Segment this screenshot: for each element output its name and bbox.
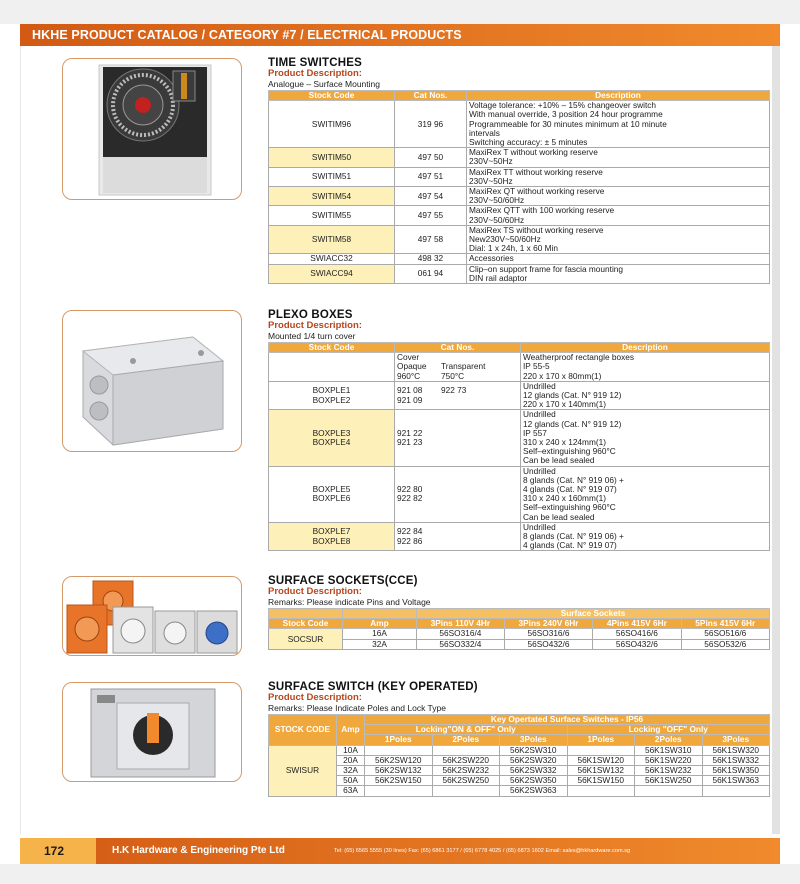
amp-cell: 32A (343, 639, 417, 649)
time-switches-subtitle: Product Description: (268, 68, 362, 79)
stock-code-cell: SWIACC94 (269, 264, 395, 283)
col-poles: 2Poles (635, 735, 703, 745)
switch-code-cell: 56K2SW350 (500, 776, 568, 786)
opaque-temp: 960°C (397, 370, 421, 381)
description-line: 230V~50Hz (469, 156, 513, 167)
table-row (269, 381, 770, 410)
table-row (269, 786, 770, 796)
socket-code-cell: 56SO416/6 (593, 629, 681, 639)
table-row (269, 225, 770, 254)
description-line: Undrilled (523, 409, 556, 420)
description-line: 230V~50/60Hz (469, 214, 525, 225)
table-row (269, 776, 770, 786)
surface-sockets-photo (62, 576, 242, 656)
description-line: MaxiRex T without working reserve (469, 147, 598, 158)
stock-code-cell: SWITIM58 (269, 225, 395, 254)
description-line: Voltage tolerance: +10% – 15% changeover switch (469, 100, 657, 111)
description-line: Self–extinguishing 960°C (523, 446, 616, 457)
time-switches-title: TIME SWITCHES (268, 57, 362, 69)
col-amp: Amp (337, 715, 365, 746)
socket-code-cell: 56SO316/6 (504, 629, 592, 639)
switch-code-cell: 56K1SW332 (702, 755, 770, 765)
stock-code-cell: SWITIM50 (269, 148, 395, 167)
description-line: Undrilled (523, 465, 556, 476)
col-4pins-415v: 4Pins 415V 6Hr (593, 619, 681, 629)
cat-no-cell: 061 94 (395, 264, 467, 283)
page-number: 172 (44, 844, 65, 858)
col-cat-nos: Cat Nos. (395, 343, 521, 353)
switch-code-cell: 56K1SW232 (635, 766, 703, 776)
table-row (269, 410, 770, 466)
description-cell (521, 522, 770, 551)
stock-code-cell: SWIACC32 (269, 254, 395, 264)
switch-code-cell: 56K1SW310 (635, 745, 703, 755)
description-line: MaxiRex TS without working reserve (469, 224, 604, 235)
opaque-cat-no: 921 09 (397, 394, 423, 405)
table-row (269, 254, 770, 264)
key-switch-photo (62, 682, 242, 782)
description-line: Undrilled (523, 521, 556, 532)
cat-no-cell: 497 54 (395, 187, 467, 206)
description-line: Can be lead sealed (523, 455, 595, 466)
switch-code-cell: 56K1SW132 (567, 766, 635, 776)
company-name: H.K Hardware & Engineering Pte Ltd (112, 845, 285, 856)
stock-code-cell: SWITIM54 (269, 187, 395, 206)
stock-code-cell: SWITIM55 (269, 206, 395, 225)
description-line: Weatherproof rectangle boxes (523, 352, 634, 363)
switch-code-cell (567, 786, 635, 796)
table-row (269, 148, 770, 167)
stock-code: BOXPLE7 (312, 526, 351, 537)
switch-code-cell (432, 786, 500, 796)
header-description (521, 353, 770, 382)
description-cell (467, 187, 770, 206)
stock-code: BOXPLE6 (312, 493, 351, 504)
switch-code-cell: 56K2SW132 (365, 766, 433, 776)
description-line: 230V~50Hz (469, 175, 513, 186)
left-rule (20, 46, 21, 834)
switch-title: SURFACE SWITCH (KEY OPERATED) (268, 681, 478, 693)
stock-code-cell: SWITIM51 (269, 167, 395, 186)
col-poles: 3Poles (702, 735, 770, 745)
description-cell (467, 101, 770, 148)
table-row (269, 766, 770, 776)
col-poles: 1Poles (567, 735, 635, 745)
surface-switch-section (268, 681, 770, 797)
description-line: IP 557 (523, 427, 547, 438)
page-title: HKHE PRODUCT CATALOG / CATEGORY #7 / ELECTRICAL PRODUCTS (32, 28, 462, 42)
plexo-header-row (269, 353, 770, 382)
socket-code-cell: 56SO532/6 (681, 639, 769, 649)
contact-info: Tel: (65) 6565 5555 (30 lines) Fax: (65) 6861 3177 / (65) 6778 4025 / (65) 6873 1602 Email: sales@hkhardware.com.sg (334, 848, 631, 854)
top-margin (0, 0, 800, 24)
switch-code-cell: 56K1SW363 (702, 776, 770, 786)
switch-note: Remarks: Please Indicate Poles and Lock Type (268, 703, 446, 713)
switch-code-cell: 56K1SW220 (635, 755, 703, 765)
description-cell (467, 206, 770, 225)
stock-code-cell (269, 381, 395, 410)
cat-no-cell: 498 32 (395, 254, 467, 264)
description-line: Dial: 1 x 24h, 1 x 60 Min (469, 243, 559, 254)
cat-no-cell (395, 381, 521, 410)
opaque-cat-no: 922 80 (397, 484, 423, 495)
cat-no-cell: 497 55 (395, 206, 467, 225)
description-cell (521, 410, 770, 466)
description-line: Clip–on support frame for fascia mounting (469, 263, 624, 274)
table-row (269, 101, 770, 148)
description-line: Can be lead sealed (523, 511, 595, 522)
description-line: DIN rail adaptor (469, 272, 528, 283)
plexo-boxes-section (268, 309, 770, 551)
sockets-note: Remarks: Please indicate Pins and Voltage (268, 597, 431, 607)
table-row (269, 755, 770, 765)
switch-code-cell (432, 745, 500, 755)
table-row (269, 639, 770, 649)
table-row (269, 466, 770, 522)
description-line: Undrilled (523, 380, 556, 391)
description-cell (467, 264, 770, 283)
table-row (269, 206, 770, 225)
col-poles: 2Poles (432, 735, 500, 745)
stock-code: BOXPLE3 (312, 427, 351, 438)
opaque-label: Opaque (397, 361, 427, 372)
cat-no-cell: 497 51 (395, 167, 467, 186)
bottom-margin (0, 864, 800, 884)
stock-code-cell (269, 410, 395, 466)
description-line: 4 glands (Cat. N° 919 07) (523, 484, 617, 495)
transparent-label: Transparent (441, 361, 486, 372)
description-line: 220 x 170 x 140mm(1) (523, 399, 607, 410)
stock-code: BOXPLE8 (312, 535, 351, 546)
switch-group-header: Key Opertated Surface Switches - IP56 (365, 715, 770, 725)
switch-code-cell: 56K1SW150 (567, 776, 635, 786)
table-row (269, 745, 770, 755)
switch-code-cell: 56K2SW120 (365, 755, 433, 765)
lock-on-off-header: Locking"ON & OFF" Only (365, 725, 568, 735)
col-description: Description (521, 343, 770, 353)
cat-no-cell (395, 466, 521, 522)
opaque-cat-no: 921 22 (397, 427, 423, 438)
socket-code-cell: 56SO432/6 (504, 639, 592, 649)
cat-no-cell (395, 410, 521, 466)
sockets-title: SURFACE SOCKETS(CCE) (268, 575, 418, 587)
description-line: 4 glands (Cat. N° 919 07) (523, 540, 617, 551)
table-row (269, 187, 770, 206)
header-bar (20, 24, 780, 46)
description-line: 220 x 170 x 80mm(1) (523, 370, 602, 381)
switch-code-cell: 56K2SW232 (432, 766, 500, 776)
description-line: 8 glands (Cat. N° 919 06) + (523, 474, 624, 485)
col-stock-code: STOCK CODE (269, 715, 337, 746)
description-line: 230V~50/60Hz (469, 195, 525, 206)
switch-code-cell: 56K1SW320 (702, 745, 770, 755)
switch-code-cell: 56K1SW120 (567, 755, 635, 765)
lock-off-header: Locking "OFF" Only (567, 725, 770, 735)
switch-code-cell: 56K2SW150 (365, 776, 433, 786)
switch-code-cell (702, 786, 770, 796)
description-line: intervals (469, 127, 500, 138)
cat-no-cell: 497 50 (395, 148, 467, 167)
description-line: Programmeable for 30 minutes minimum at 10 minute (469, 118, 667, 129)
table-row (269, 522, 770, 551)
amp-cell: 10A (337, 745, 365, 755)
description-cell (521, 466, 770, 522)
switch-code-cell (365, 786, 433, 796)
col-stock-code: Stock Code (269, 619, 343, 629)
transparent-cat-no: 922 73 (441, 385, 467, 396)
col-5pins-415v: 5Pins 415V 6Hr (681, 619, 769, 629)
switch-code-cell: 56K2SW332 (500, 766, 568, 776)
table-row (269, 629, 770, 639)
amp-cell: 32A (337, 766, 365, 776)
description-line: 8 glands (Cat. N° 919 06) + (523, 531, 624, 542)
amp-cell: 16A (343, 629, 417, 639)
col-3pins-110v: 3Pins 110V 4Hr (417, 619, 505, 629)
amp-cell: 63A (337, 786, 365, 796)
stock-code-cell (269, 522, 395, 551)
description-line: 12 glands (Cat. N° 919 12) (523, 390, 622, 401)
stock-code-cell (269, 466, 395, 522)
switch-code-cell: 56K1SW250 (635, 776, 703, 786)
switch-code-cell: 56K2SW220 (432, 755, 500, 765)
surface-sockets-section (268, 575, 770, 650)
opaque-cat-no: 921 08 (397, 385, 423, 396)
time-switches-note: Analogue – Surface Mounting (268, 79, 380, 89)
stock-code-cell: SWISUR (269, 745, 337, 796)
switch-table (268, 714, 770, 797)
cover-label: Cover (397, 352, 420, 363)
socket-code-cell: 56SO332/4 (417, 639, 505, 649)
switch-code-cell: 56K2SW363 (500, 786, 568, 796)
cat-no-cell: 319 96 (395, 101, 467, 148)
plexo-table (268, 342, 770, 551)
amp-cell: 50A (337, 776, 365, 786)
description-cell (467, 167, 770, 186)
cat-header-cell (395, 353, 521, 382)
description-line: 12 glands (Cat. N° 919 12) (523, 418, 622, 429)
description-line: New230V~50/60Hz (469, 234, 541, 245)
time-switches-table (268, 90, 770, 284)
switch-code-cell (567, 745, 635, 755)
opaque-cat-no: 922 86 (397, 535, 423, 546)
col-amp: Amp (343, 619, 417, 629)
col-3pins-240v: 3Pins 240V 6Hr (504, 619, 592, 629)
stock-code-cell: SWITIM96 (269, 101, 395, 148)
opaque-cat-no: 922 84 (397, 526, 423, 537)
sockets-group-header: Surface Sockets (417, 609, 770, 619)
description-line: Switching accuracy: ± 5 minutes (469, 137, 588, 148)
stock-code: BOXPLE5 (312, 484, 351, 495)
col-stock-code: Stock Code (269, 91, 395, 101)
stock-code: BOXPLE4 (312, 437, 351, 448)
col-poles: 1Poles (365, 735, 433, 745)
col-poles: 3Poles (500, 735, 568, 745)
right-strip (772, 46, 780, 834)
socket-code-cell: 56SO432/6 (593, 639, 681, 649)
description-line: MaxiRex QT without working reserve (469, 186, 605, 197)
switch-code-cell: 56K1SW350 (702, 766, 770, 776)
switch-code-cell: 56K2SW320 (500, 755, 568, 765)
switch-subtitle: Product Description: (268, 692, 362, 703)
opaque-cat-no: 921 23 (397, 437, 423, 448)
col-cat-nos: Cat Nos. (395, 91, 467, 101)
switch-code-cell: 56K2SW250 (432, 776, 500, 786)
col-stock-code: Stock Code (269, 343, 395, 353)
switch-code-cell (365, 745, 433, 755)
description-line: MaxiRex QTT with 100 working reserve (469, 205, 615, 216)
table-row (269, 167, 770, 186)
plexo-subtitle: Product Description: (268, 320, 362, 331)
stock-code: BOXPLE2 (312, 394, 351, 405)
time-switches-section (268, 57, 770, 284)
stock-code: BOXPLE1 (312, 385, 351, 396)
socket-code-cell: 56SO316/4 (417, 629, 505, 639)
sockets-table (268, 608, 770, 650)
socket-code-cell: 56SO516/6 (681, 629, 769, 639)
time-switch-photo (62, 58, 242, 200)
switch-code-cell (635, 786, 703, 796)
description-line: 310 x 240 x 124mm(1) (523, 437, 607, 448)
description-line: With manual override, 3 position 24 hour programme (469, 109, 663, 120)
plexo-note: Mounted 1/4 turn cover (268, 331, 356, 341)
description-line: Accessories (469, 253, 514, 264)
plexo-box-photo (62, 310, 242, 452)
col-description: Description (467, 91, 770, 101)
description-cell (467, 225, 770, 254)
description-line: 310 x 240 x 160mm(1) (523, 493, 607, 504)
stock-code-cell: SOCSUR (269, 629, 343, 649)
plexo-title: PLEXO BOXES (268, 309, 353, 321)
table-row (269, 264, 770, 283)
description-cell (467, 254, 770, 264)
description-cell (521, 381, 770, 410)
description-line: Self–extinguishing 960°C (523, 502, 616, 513)
sockets-subtitle: Product Description: (268, 586, 362, 597)
switch-code-cell: 56K2SW310 (500, 745, 568, 755)
cat-no-cell (395, 522, 521, 551)
description-line: IP 55-5 (523, 361, 550, 372)
description-cell (467, 148, 770, 167)
cat-no-cell: 497 58 (395, 225, 467, 254)
description-line: MaxiRex TT without working reserve (469, 166, 603, 177)
amp-cell: 20A (337, 755, 365, 765)
opaque-cat-no: 922 82 (397, 493, 423, 504)
transparent-temp: 750°C (441, 370, 465, 381)
